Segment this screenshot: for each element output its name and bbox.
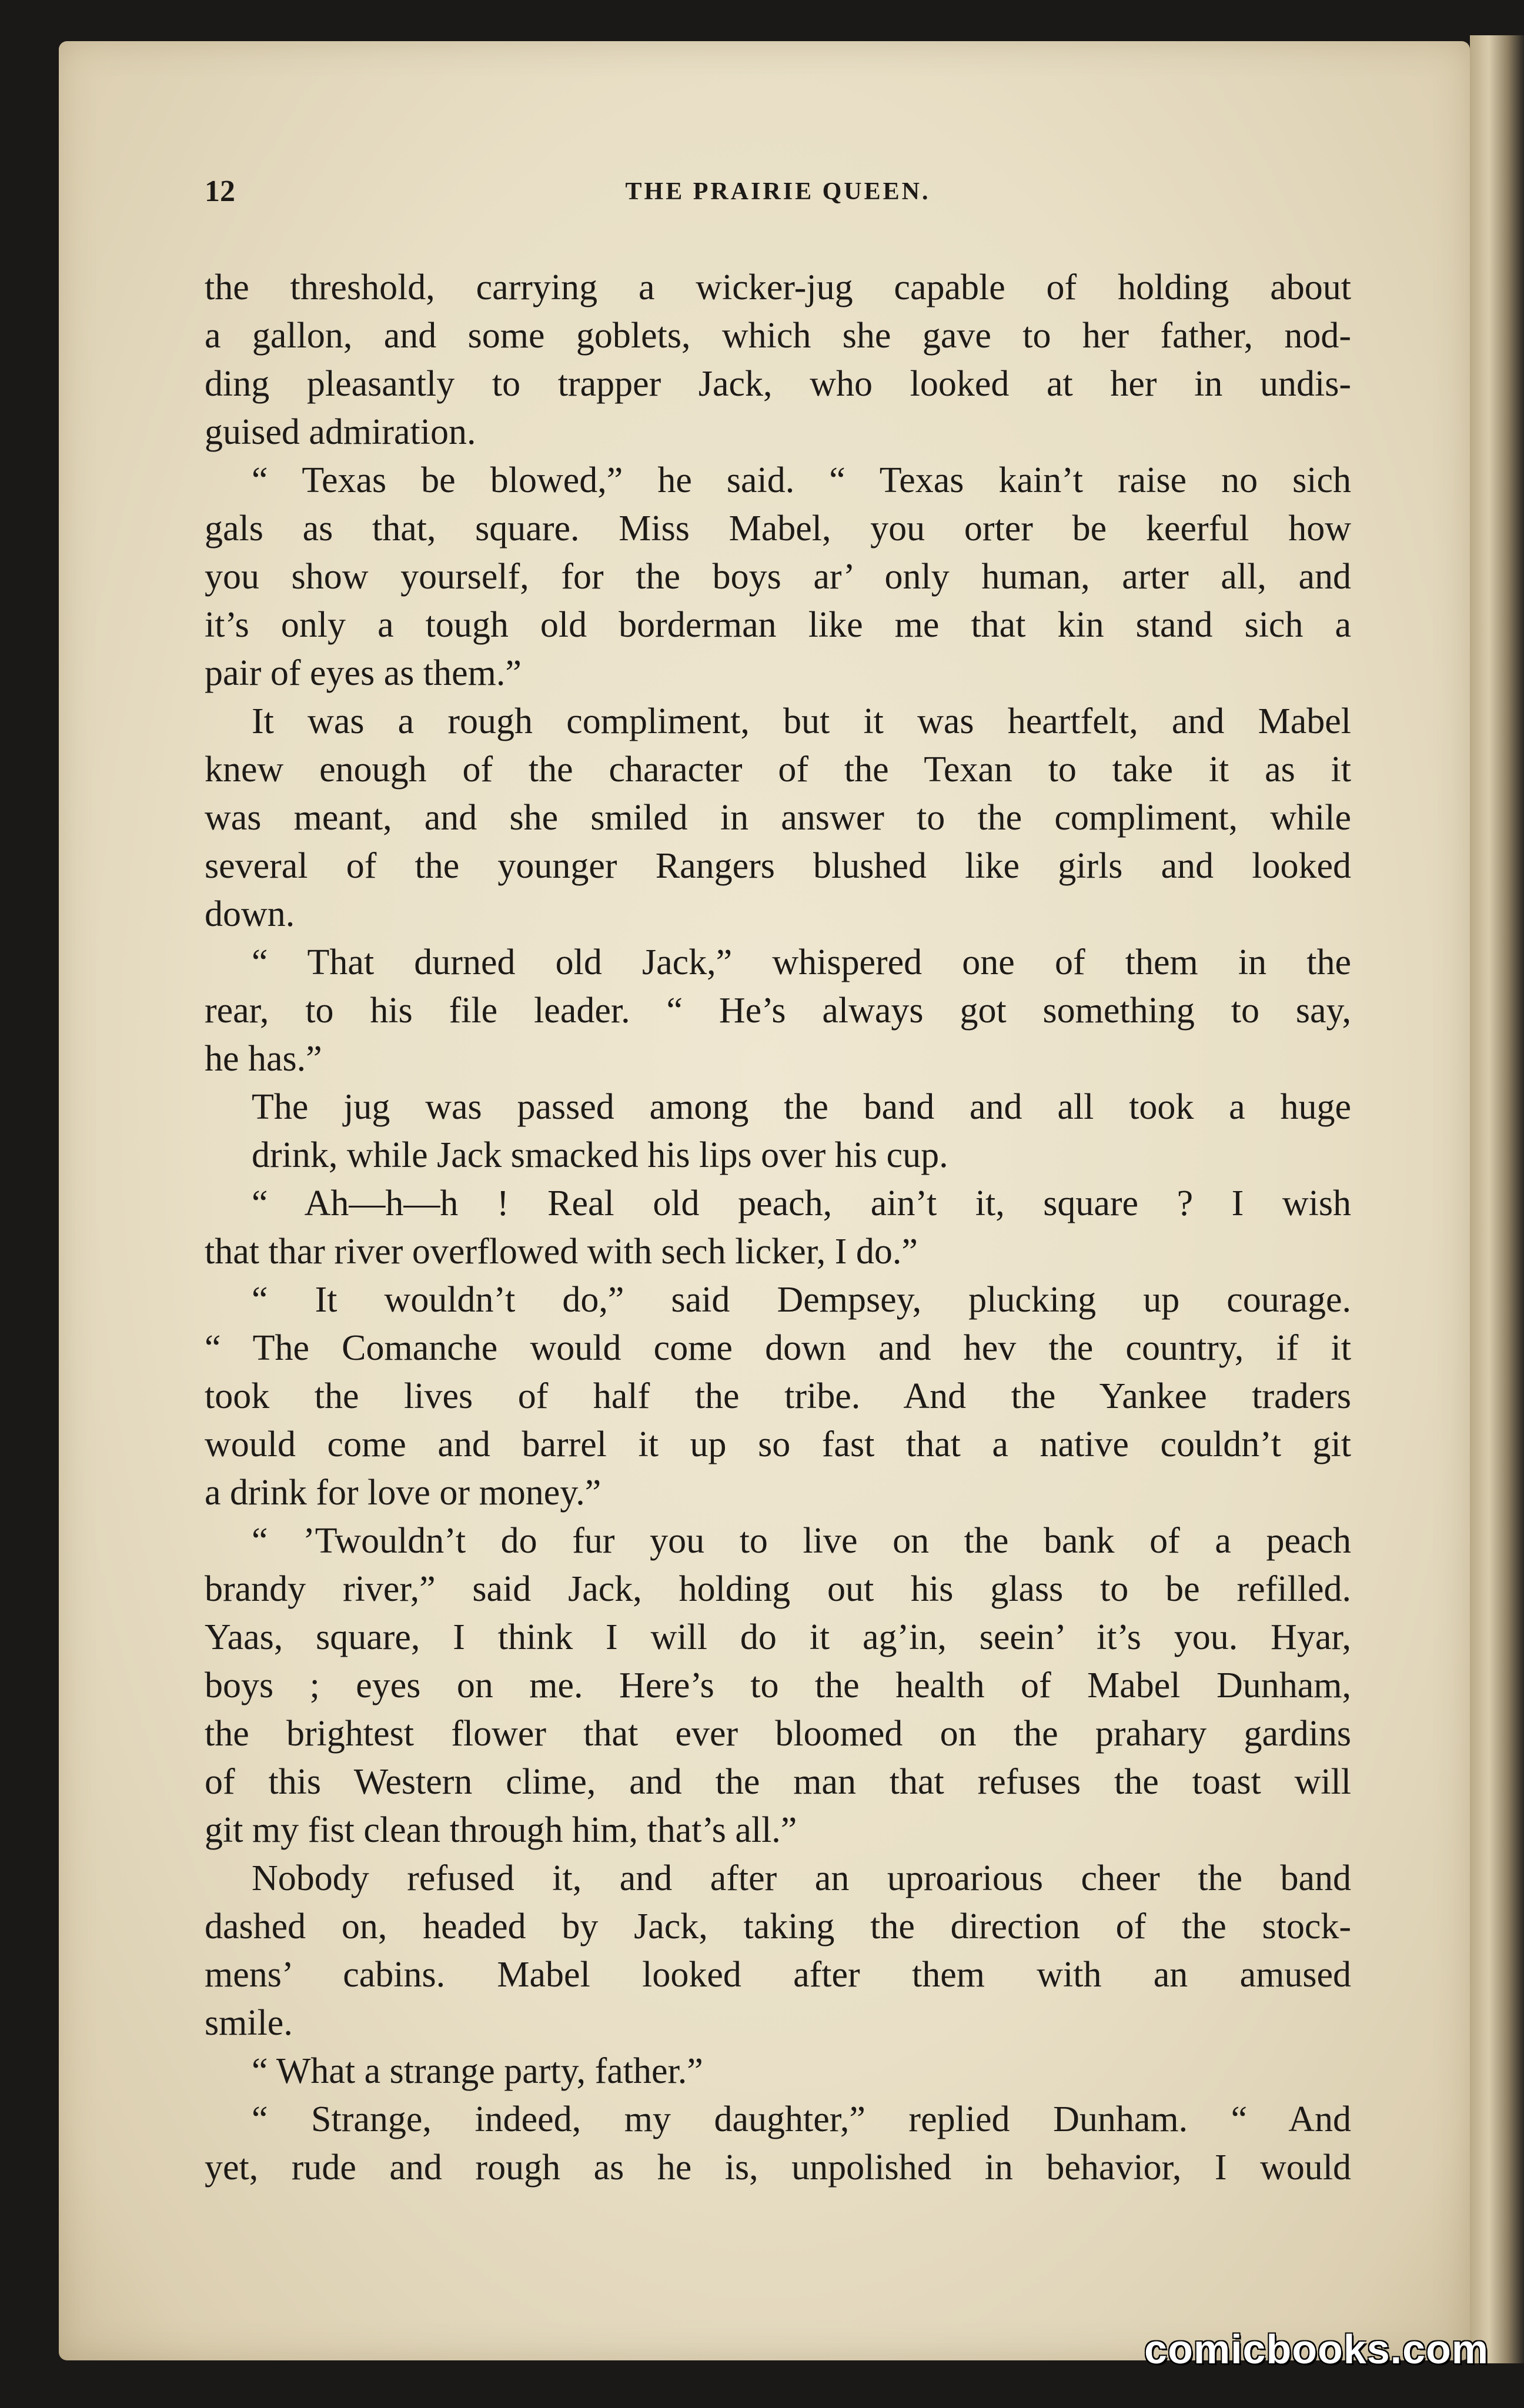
text-line: would come and barrel it up so fast that a native couldn’t git xyxy=(205,1424,1351,1464)
text-line: rear, to his file leader. “ He’s always got something to say, xyxy=(205,991,1351,1031)
text-line: knew enough of the character of the Texan to take it as it xyxy=(205,750,1351,790)
text-line: of this Western clime, and the man that refuses the toast will xyxy=(205,1762,1351,1802)
text-line: down. xyxy=(205,894,295,934)
text-line: he has.” xyxy=(205,1039,322,1079)
text-line: it’s only a tough old borderman like me that kin stand sich a xyxy=(205,605,1351,645)
body-text xyxy=(205,263,1351,2192)
text-line: several of the younger Rangers blushed like girls and looked xyxy=(205,846,1351,886)
text-line: It was a rough compliment, but it was heartfelt, and Mabel xyxy=(252,701,1351,741)
text-line: mens’ cabins. Mabel looked after them with an amused xyxy=(205,1955,1351,1995)
text-line: drink, while Jack smacked his lips over his cup. xyxy=(252,1135,948,1175)
text-line: smile. xyxy=(205,2003,293,2043)
text-line: “ Texas be blowed,” he said. “ Texas kain’t raise no sich xyxy=(252,460,1351,500)
text-line: you show yourself, for the boys ar’ only human, arter all, and xyxy=(205,557,1351,597)
watermark-logo: comicbooks.com xyxy=(1144,2326,1489,2372)
text-line: “ It wouldn’t do,” said Dempsey, plucking up courage. xyxy=(252,1280,1351,1320)
text-line: gals as that, square. Miss Mabel, you orter be keerful how xyxy=(205,509,1351,549)
page-number: 12 xyxy=(205,175,235,208)
text-line: The jug was passed among the band and all took a huge xyxy=(252,1087,1351,1127)
text-line: brandy river,” said Jack, holding out his glass to be refilled. xyxy=(205,1569,1351,1609)
text-line: a gallon, and some goblets, which she gave to her father, nod- xyxy=(205,316,1351,356)
text-line: the threshold, carrying a wicker-jug capable of holding about xyxy=(205,267,1351,307)
text-line: “ What a strange party, father.” xyxy=(252,2051,703,2091)
text-line: “ Ah—h—h ! Real old peach, ain’t it, square ? I wish xyxy=(252,1183,1351,1223)
text-line: Yaas, square, I think I will do it ag’in, seein’ it’s you. Hyar, xyxy=(205,1617,1351,1657)
text-line: took the lives of half the tribe. And the Yankee traders xyxy=(205,1376,1351,1416)
text-line: ding pleasantly to trapper Jack, who looked at her in undis- xyxy=(205,364,1351,404)
book-spine-edge xyxy=(1470,35,1524,2363)
text-line: dashed on, headed by Jack, taking the direction of the stock- xyxy=(205,1907,1351,1947)
text-line: yet, rude and rough as he is, unpolished in behavior, I would xyxy=(205,2148,1351,2188)
text-line: “ Strange, indeed, my daughter,” replied Dunham. “ And xyxy=(252,2099,1351,2139)
text-line: “ That durned old Jack,” whispered one of them in the xyxy=(252,942,1351,982)
text-line: git my fist clean through him, that’s all.” xyxy=(205,1810,797,1850)
text-line: “ The Comanche would come down and hev the country, if it xyxy=(205,1328,1351,1368)
text-line: a drink for love or money.” xyxy=(205,1473,601,1513)
running-head: THE PRAIRIE QUEEN. xyxy=(625,178,931,205)
text-line: pair of eyes as them.” xyxy=(205,653,522,693)
page-header xyxy=(205,174,1351,215)
text-line: guised admiration. xyxy=(205,412,476,452)
text-line: “ ’Twouldn’t do fur you to live on the bank of a peach xyxy=(252,1521,1351,1561)
text-line: the brightest flower that ever bloomed on the prahary gardins xyxy=(205,1714,1351,1754)
text-line: that thar river overflowed with sech licker, I do.” xyxy=(205,1232,918,1272)
text-line: Nobody refused it, and after an uproarious cheer the band xyxy=(252,1858,1351,1898)
text-line: boys ; eyes on me. Here’s to the health of Mabel Dunham, xyxy=(205,1665,1351,1705)
text-line: was meant, and she smiled in answer to the compliment, while xyxy=(205,798,1351,838)
